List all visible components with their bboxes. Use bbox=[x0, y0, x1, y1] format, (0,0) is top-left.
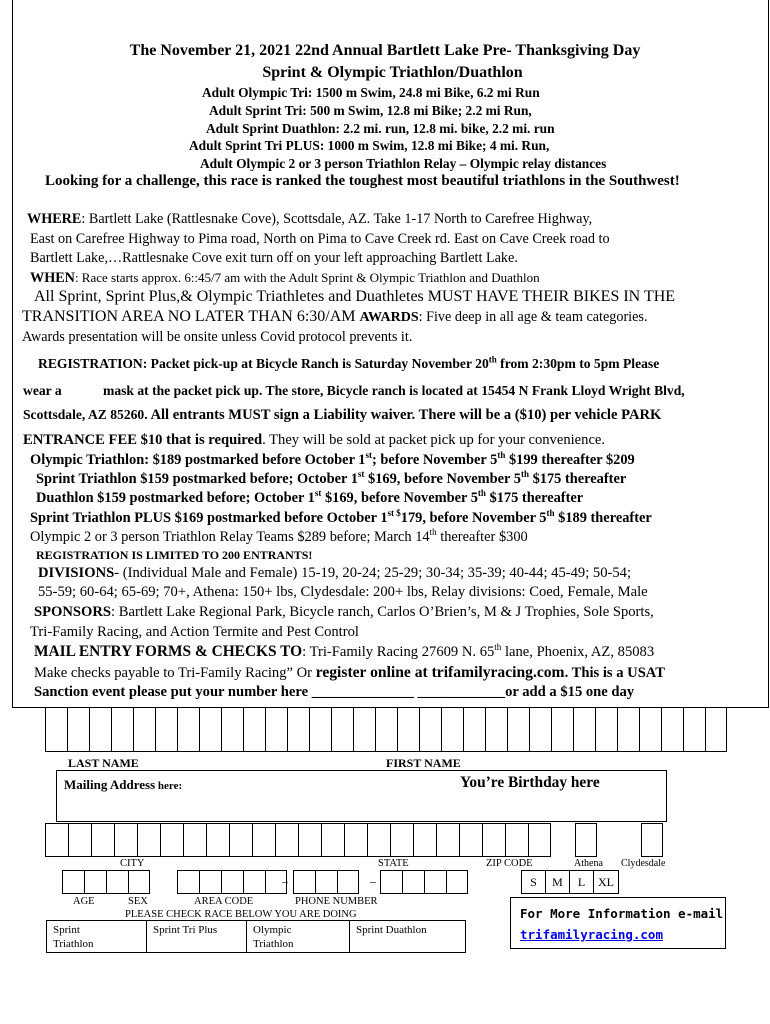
address-cell[interactable] bbox=[505, 823, 528, 857]
name-cell[interactable] bbox=[287, 707, 309, 752]
name-cell[interactable] bbox=[221, 707, 243, 752]
city-state-zip-cells bbox=[45, 823, 551, 857]
area-code-cells bbox=[177, 870, 287, 894]
size-xl[interactable]: XL bbox=[593, 870, 619, 894]
name-cell[interactable] bbox=[67, 707, 89, 752]
address-cell[interactable] bbox=[367, 823, 390, 857]
athena-label: Athena bbox=[574, 858, 603, 869]
race-option-sprint-plus[interactable]: Sprint Tri Plus bbox=[147, 921, 247, 952]
name-cell[interactable] bbox=[331, 707, 353, 752]
address-cell[interactable] bbox=[91, 823, 114, 857]
race-selection bbox=[46, 920, 466, 953]
race-sprint-tri-plus: Adult Sprint Tri PLUS: 1000 m Swim, 12.8 mi Bike; 4 mi. Run, bbox=[189, 138, 550, 153]
name-cell[interactable] bbox=[155, 707, 177, 752]
race-sprint-tri: Adult Sprint Tri: 500 m Swim, 12.8 mi Bike; 2.2 mi Run, bbox=[209, 103, 532, 118]
phone-cell[interactable] bbox=[402, 870, 424, 894]
mail-line-1: MAIL ENTRY FORMS & CHECKS TO: Tri-Family Racing 27609 N. 65th lane, Phoenix, AZ, 85083 bbox=[34, 642, 655, 660]
name-cell[interactable] bbox=[243, 707, 265, 752]
registration-line-2b: mask at the packet pick up. The store, Bicycle ranch is located at 15454 N Frank Lloyd Wright Blvd, bbox=[103, 383, 685, 398]
fee-sprint: Sprint Triathlon $159 postmarked before; October 1st $169, before November 5th $175 thereafter bbox=[36, 469, 627, 487]
race-olympic-tri: Adult Olympic Tri: 1500 m Swim, 24.8 mi Bike, 6.2 mi Run bbox=[202, 85, 540, 100]
phone-dash-1: – bbox=[282, 874, 288, 888]
name-cell[interactable] bbox=[683, 707, 705, 752]
city-label: CITY bbox=[120, 858, 145, 869]
area-code-label: AREA CODE bbox=[194, 896, 254, 907]
name-cell[interactable] bbox=[507, 707, 529, 752]
age-cell[interactable] bbox=[62, 870, 84, 894]
name-cell[interactable] bbox=[265, 707, 287, 752]
address-cell[interactable] bbox=[275, 823, 298, 857]
age-label: AGE bbox=[73, 896, 95, 907]
name-cell[interactable] bbox=[133, 707, 155, 752]
address-cell[interactable] bbox=[252, 823, 275, 857]
sex-label: SEX bbox=[128, 896, 148, 907]
name-cell[interactable] bbox=[573, 707, 595, 752]
first-name-label: FIRST NAME bbox=[386, 756, 461, 770]
registration-line-4: ENTRANCE FEE $10 that is required. They will be sold at packet pick up for your convenience. bbox=[23, 432, 606, 448]
event-title: The November 21, 2021 22nd Annual Bartlett Lake Pre- Thanksgiving Day bbox=[129, 42, 641, 59]
address-cell[interactable] bbox=[413, 823, 436, 857]
address-cell[interactable] bbox=[459, 823, 482, 857]
mailing-address-label: Mailing Address here: bbox=[64, 777, 183, 792]
name-cell[interactable] bbox=[89, 707, 111, 752]
name-cell[interactable] bbox=[661, 707, 683, 752]
age-sex-cells bbox=[62, 870, 150, 894]
name-cell[interactable] bbox=[309, 707, 331, 752]
address-cell[interactable] bbox=[183, 823, 206, 857]
name-cell[interactable] bbox=[551, 707, 573, 752]
where-line-1: WHERE: Bartlett Lake (Rattlesnake Cove), Scottsdale, AZ. Take 1-17 North to Carefree Highway, bbox=[27, 211, 593, 227]
address-cell[interactable] bbox=[390, 823, 413, 857]
address-cell[interactable] bbox=[45, 823, 68, 857]
age-cell[interactable] bbox=[84, 870, 106, 894]
mail-line-2: Make checks payable to Tri-Family Racing” Or register online at trifamilyracing.com. This is a USAT bbox=[34, 664, 666, 681]
address-cell[interactable] bbox=[321, 823, 344, 857]
awards-line: Awards presentation will be onsite unless Covid protocol prevents it. bbox=[22, 329, 413, 345]
area-code-cell[interactable] bbox=[177, 870, 199, 894]
name-cell[interactable] bbox=[397, 707, 419, 752]
registration-limit: REGISTRATION IS LIMITED TO 200 ENTRANTS! bbox=[36, 548, 313, 562]
clydesdale-label: Clydesdale bbox=[621, 858, 666, 869]
name-cells bbox=[45, 707, 727, 752]
where-line-3: Bartlett Lake,…Rattlesnake Cove exit turn off on your left approaching Bartlett Lake. bbox=[30, 250, 518, 266]
transition-line-2: TRANSITION AREA NO LATER THAN 6:30/AM AWARDS: Five deep in all age & team categories. bbox=[22, 308, 648, 325]
phone-cell[interactable] bbox=[293, 870, 315, 894]
address-cell[interactable] bbox=[229, 823, 252, 857]
race-olympic-relay: Adult Olympic 2 or 3 person Triathlon Relay – Olympic relay distances bbox=[200, 156, 607, 171]
fee-relay: Olympic 2 or 3 person Triathlon Relay Teams $289 before; March 14th thereafter $300 bbox=[30, 527, 528, 545]
name-cell[interactable] bbox=[177, 707, 199, 752]
divisions-line-1: DIVISIONS- (Individual Male and Female) 15-19, 20-24; 25-29; 30-34; 35-39; 40-44; 45-49; 50-54; bbox=[38, 565, 632, 581]
name-cell[interactable] bbox=[199, 707, 221, 752]
size-l[interactable]: L bbox=[569, 870, 593, 894]
phone-cells-1 bbox=[293, 870, 359, 894]
phone-cell[interactable] bbox=[380, 870, 402, 894]
zip-label: ZIP CODE bbox=[486, 858, 533, 869]
size-m[interactable]: M bbox=[545, 870, 569, 894]
clydesdale-checkbox[interactable] bbox=[641, 823, 663, 857]
race-option-sprint[interactable]: Sprint Triathlon bbox=[47, 921, 147, 952]
size-s[interactable]: S bbox=[521, 870, 545, 894]
race-option-sprint-duathlon[interactable]: Sprint Duathlon bbox=[356, 924, 427, 936]
mail-line-3: Sanction event please put your number here ______________ ____________or add a $15 one day bbox=[34, 684, 635, 700]
when-line: WHEN: Race starts approx. 6::45/7 am with the Adult Sprint & Olympic Triathlon and Duathlon bbox=[30, 270, 540, 286]
name-cell[interactable] bbox=[705, 707, 727, 752]
shirt-size-options bbox=[521, 870, 619, 894]
last-name-label: LAST NAME bbox=[68, 756, 139, 770]
state-label: STATE bbox=[378, 858, 409, 869]
address-cell[interactable] bbox=[114, 823, 137, 857]
address-cell[interactable] bbox=[206, 823, 229, 857]
name-cell[interactable] bbox=[529, 707, 551, 752]
info-text: For More Information e-mail bbox=[520, 906, 724, 921]
name-cell[interactable] bbox=[353, 707, 375, 752]
address-cell[interactable] bbox=[137, 823, 160, 857]
divisions-line-2: 55-59; 60-64; 65-69; 70+, Athena: 150+ lbs, Clydesdale: 200+ lbs, Relay divisions: Coed, Female, Male bbox=[38, 584, 648, 600]
race-option-olympic[interactable]: Olympic Triathlon bbox=[247, 921, 350, 952]
address-cell[interactable] bbox=[298, 823, 321, 857]
phone-cell[interactable] bbox=[424, 870, 446, 894]
name-cell[interactable] bbox=[419, 707, 441, 752]
name-cell[interactable] bbox=[485, 707, 507, 752]
address-cell[interactable] bbox=[344, 823, 367, 857]
fee-sprint-plus: Sprint Triathlon PLUS $169 postmarked before October $1^{st \$}179$, before November 5th $189 thereafter bbox=[30, 508, 652, 526]
name-cell[interactable] bbox=[595, 707, 617, 752]
sponsors-line-1: SPONSORS: Bartlett Lake Regional Park, Bicycle ranch, Carlos O’Brien’s, M & J Trophies, Sole Sports, bbox=[34, 604, 654, 620]
race-sprint-duathlon: Adult Sprint Duathlon: 2.2 mi. run, 12.8 mi. bike, 2.2 mi. run bbox=[206, 121, 555, 136]
phone-cell[interactable] bbox=[446, 870, 468, 894]
name-cell[interactable] bbox=[463, 707, 485, 752]
phone-dash-2: – bbox=[370, 874, 376, 888]
registration-line-3: Scottsdale, AZ 85260. All entrants MUST sign a Liability waiver. There will be a ($10) per vehicle PARK bbox=[23, 407, 662, 423]
athena-checkbox[interactable] bbox=[575, 823, 597, 857]
registration-line-2a: wear a bbox=[23, 383, 62, 398]
birthday-label: You’re Birthday here bbox=[460, 774, 600, 791]
name-cell[interactable] bbox=[111, 707, 133, 752]
phone-cell[interactable] bbox=[315, 870, 337, 894]
address-cell[interactable] bbox=[482, 823, 505, 857]
sex-cell[interactable] bbox=[128, 870, 150, 894]
area-code-cell[interactable] bbox=[243, 870, 265, 894]
area-code-cell[interactable] bbox=[199, 870, 221, 894]
name-cell[interactable] bbox=[617, 707, 639, 752]
tagline: Looking for a challenge, this race is ranked the toughest most beautiful triathlons in the Southwest! bbox=[45, 173, 680, 189]
registration-line-1: REGISTRATION: Packet pick-up at Bicycle Ranch is Saturday November 20th from 2:30pm to 5pm Please bbox=[38, 354, 660, 371]
name-cell[interactable] bbox=[375, 707, 397, 752]
fee-duathlon: Duathlon $159 postmarked before; October 1st $169, before November 5th $175 thereafter bbox=[36, 488, 584, 506]
sex-cell[interactable] bbox=[106, 870, 128, 894]
where-line-2: East on Carefree Highway to Pima road, North on Pima to Cave Creek rd. East on Cave Creek road to bbox=[30, 231, 610, 247]
phone-label: PHONE NUMBER bbox=[295, 896, 378, 907]
event-subtitle: Sprint & Olympic Triathlon/Duathlon bbox=[262, 64, 523, 81]
address-cell[interactable] bbox=[528, 823, 551, 857]
phone-cell[interactable] bbox=[337, 870, 359, 894]
phone-cells-2 bbox=[380, 870, 468, 894]
fee-olympic: Olympic Triathlon: $189 postmarked before October 1st; before November 5th $199 thereafter $209 bbox=[30, 450, 635, 468]
address-cell[interactable] bbox=[68, 823, 91, 857]
name-cell[interactable] bbox=[441, 707, 463, 752]
sponsors-line-2: Tri-Family Racing, and Action Termite and Pest Control bbox=[30, 624, 359, 640]
area-code-cell[interactable] bbox=[221, 870, 243, 894]
name-cell[interactable] bbox=[45, 707, 67, 752]
name-cell[interactable] bbox=[639, 707, 661, 752]
address-cell[interactable] bbox=[436, 823, 459, 857]
address-cell[interactable] bbox=[160, 823, 183, 857]
check-race-label: PLEASE CHECK RACE BELOW YOU ARE DOING bbox=[125, 909, 357, 920]
transition-line-1: All Sprint, Sprint Plus,& Olympic Triathletes and Duathletes MUST HAVE THEIR BIKES IN THE bbox=[34, 288, 676, 305]
info-email-link[interactable]: trifamilyracing.com bbox=[520, 927, 663, 942]
